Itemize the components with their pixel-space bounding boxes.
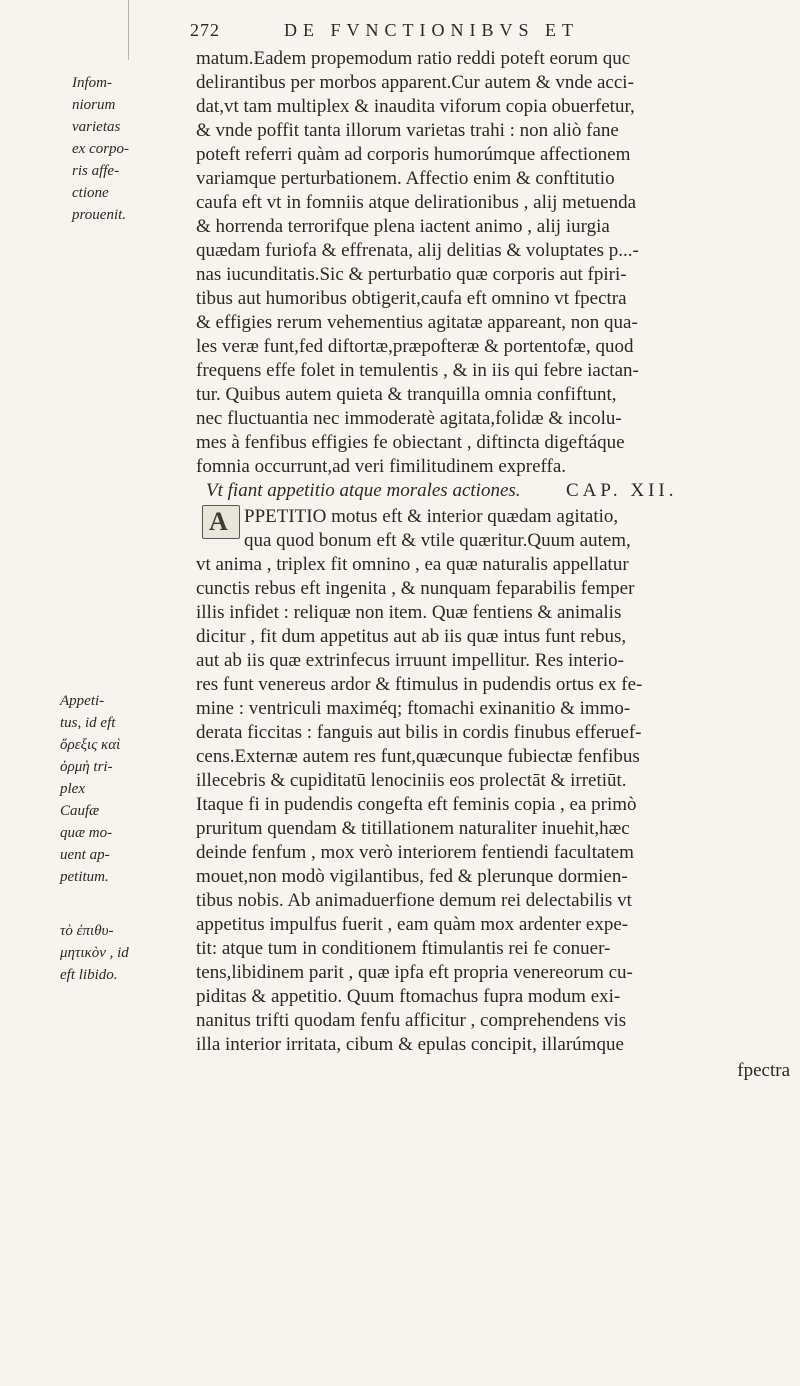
catchword: fpectra [737,1060,790,1081]
margin-note-line: plex [60,781,85,797]
body-line: & horrenda terrorifque plena iactent animo , alij iurgia [196,216,610,237]
body-line: frequens effe folet in temulentis , & in iis qui febre iactan- [196,360,639,381]
margin-note-line: niorum [72,97,116,113]
body-line: quædam furiofa & effrenata, alij delitias & voluptates p...- [196,240,639,261]
body-line: derata ficcitas : fanguis aut bilis in cordis finubus efferuef- [196,722,642,743]
margin-note-line: ex corpo- [72,141,130,157]
initial-letter: A [209,507,228,536]
margin-note-line: eft libido. [60,967,118,983]
body-line: tibus nobis. Ab animaduerfione demum rei delectabilis vt [196,890,632,911]
margin-note-line: Infom- [72,75,112,91]
body-line: nanitus trifti quodam fenfu afficitur , comprehendens vis [196,1010,627,1031]
body-line: appetitus impulfus fuerit , eam quàm mox ardenter expe- [196,914,629,935]
body-line: les veræ funt,fed diftortæ,præpofteræ & portentofæ, quod [196,336,634,357]
body-line: delirantibus per morbos apparent.Cur autem & vnde acci- [196,72,634,93]
body-line: cunctis rebus eft ingenita , & nunquam feparabilis femper [196,578,635,599]
body-line: illa interior irritata, cibum & epulas concipit, illarúmque [196,1034,624,1055]
body-line: pruritum quendam & titillationem naturaliter inuehit,hæc [196,818,630,839]
running-title: DE FVNCTIONIBVS ET [284,20,579,40]
body-line: tens,libidinem parit , quæ ipfa eft propria venereorum cu- [196,962,633,983]
body-line: tit: atque tum in conditionem ftimulantis rei fe conuer- [196,938,611,959]
margin-note-line: Appeti- [60,693,105,709]
margin-note-line: Caufæ [60,803,100,819]
margin-note-dreams [72,72,129,226]
page-header [190,20,790,50]
body-line: & effigies rerum vehementius agitatæ appareant, non qua- [196,312,638,333]
body-line: fomnia occurrunt,ad veri fimilitudinem expreffa. [196,456,567,477]
body-line: & vnde poffit tanta illorum varietas trahi : non aliò fane [196,120,619,141]
margin-note-line: prouenit. [72,207,127,223]
body-line: qua quod bonum eft & vtile quæritur.Quum autem, [244,530,631,551]
margin-note-line: ris affe- [72,163,120,179]
margin-note-line: petitum. [60,869,109,885]
body-line: matum.Eadem propemodum ratio reddi poteft eorum quc [196,48,631,69]
body-line: caufa eft vt in fomniis atque delirationibus , alij metuenda [196,192,637,213]
body-line: res funt venereus ardor & ftimulus in pudendis ortus ex fe- [196,674,643,695]
margin-note-line: ctione [72,185,109,201]
chapter-heading [206,479,790,503]
body-line: variamque perturbationem. Affectio enim & conftitutio [196,168,615,189]
decorated-initial [202,505,240,539]
body-line: illecebris & cupiditatū lenociniis eos prolectāt & irretiūt. [196,770,627,791]
body-line: tibus aut humoribus obtigerit,caufa eft omnino vt fpectra [196,288,627,309]
margin-note-line: tus, id eft [60,715,116,731]
margin-note-appetite [60,690,120,888]
body-line: dat,vt tam multiplex & inaudita viforum copia obuerfetur, [196,96,635,117]
page-number: 272 [190,20,220,40]
margin-note-libido [60,920,129,986]
body-line: aut ab iis quæ extrinfecus irruunt impellitur. Res interio- [196,650,624,671]
body-line: mes à fenfibus effigies fe obiectant , diftincta digeftáque [196,432,625,453]
chapter-label: CAP. XII. [566,480,678,501]
body-line: mine : ventriculi maximéq; ftomachi exinanitio & immo- [196,698,631,719]
margin-rule [128,0,129,60]
body-line: deinde fenfum , mox verò interiorem fentiendi facultatem [196,842,634,863]
body-line: piditas & appetitio. Quum ftomachus fupra modum exi- [196,986,621,1007]
body-line: dicitur , fit dum appetitus aut ab iis quæ intus funt rebus, [196,626,627,647]
margin-note-line: μητικὸν , id [60,945,129,961]
body-line: PPETITIO motus eft & interior quædam agitatio, [244,506,619,527]
margin-note-line: ὁρμὴ tri- [60,759,113,775]
body-line: illis infidet : reliquæ non item. Quæ fentiens & animalis [196,602,622,623]
margin-note-line: quæ mo- [60,825,113,841]
body-line: nas iucunditatis.Sic & perturbatio quæ corporis aut fpiri- [196,264,627,285]
body-line: mouet,non modò vigilantibus, fed & plerunque dormien- [196,866,628,887]
margin-note-line: uent ap- [60,847,110,863]
margin-note-line: ὄρεξις καὶ [60,737,121,753]
body-line: Itaque fi in pudendis congefta eft feminis copia , ea primò [196,794,637,815]
chapter-title: Vt fiant appetitio atque morales actiones. [206,480,521,501]
margin-note-line: τὸ ἐπιθυ- [60,923,114,939]
body-line: cens.Externæ autem res funt,quæcunque fubiectæ fenfibus [196,746,640,767]
body-line: poteft referri quàm ad corporis humorúmque affectionem [196,144,631,165]
body-line: tur. Quibus autem quieta & tranquilla omnia confiftunt, [196,384,617,405]
body-line: nec fluctuantia nec immoderatè agitata,folidæ & incolu- [196,408,622,429]
body-line: vt anima , triplex fit omnino , ea quæ naturalis appellatur [196,554,629,575]
margin-note-line: varietas [72,119,121,135]
